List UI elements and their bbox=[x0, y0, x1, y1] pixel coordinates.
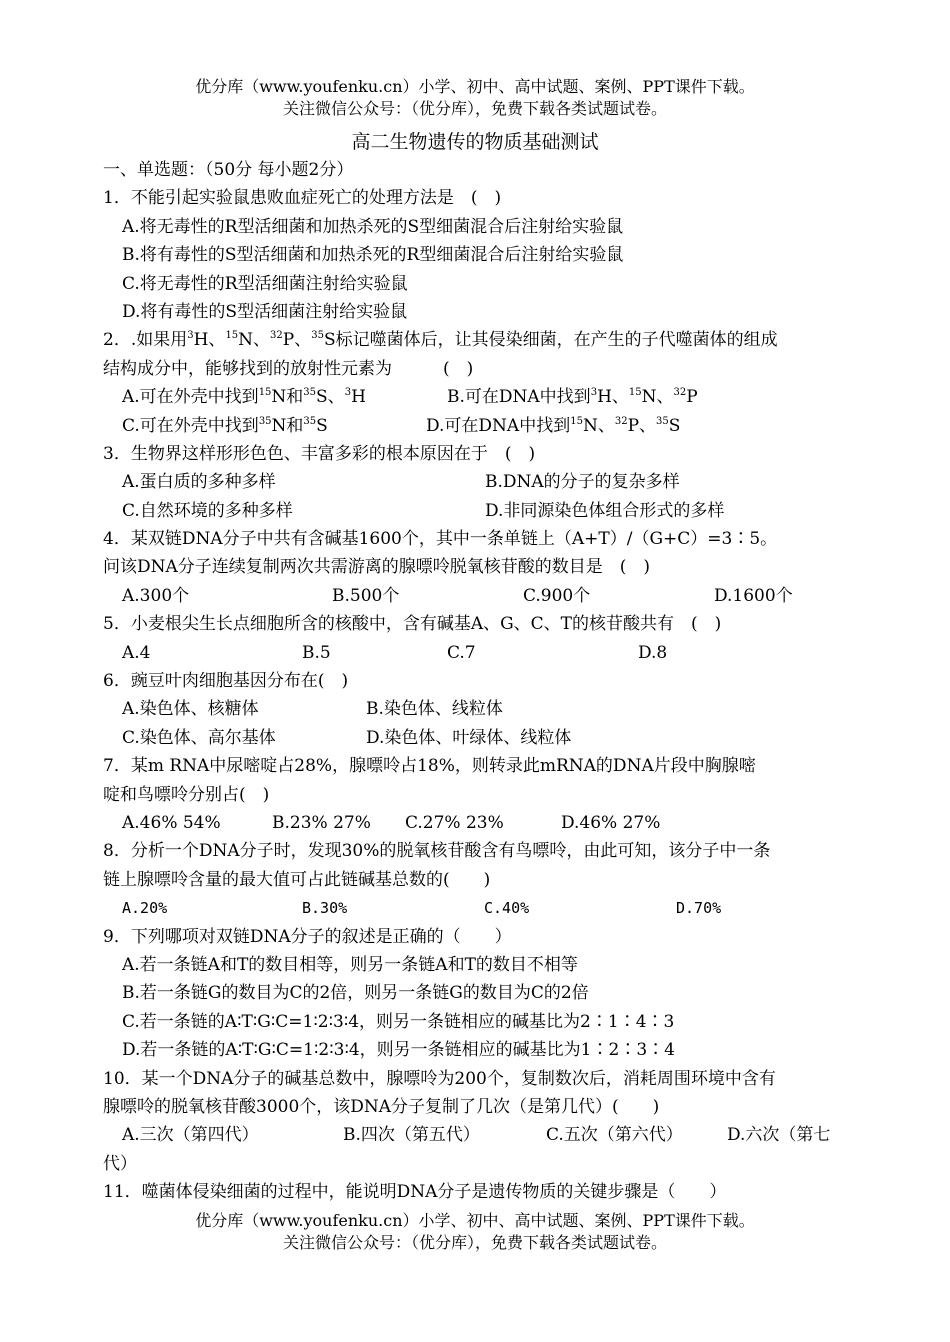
q6-options-ab bbox=[103, 695, 853, 723]
q7-option-a: A.46% 54% bbox=[122, 812, 221, 833]
q11-stem: 11．噬菌体侵染细菌的过程中，能说明DNA分子是遗传物质的关键步骤是（ ） bbox=[103, 1182, 727, 1203]
q5-option-c: C.7 bbox=[447, 642, 476, 663]
q3-option-b: B.DNA的分子的复杂多样 bbox=[485, 472, 680, 493]
header-line-1: 优分库（www.youfenku.cn）小学、初中、高中试题、案例、PPT课件下载。 bbox=[195, 77, 755, 96]
q2-option-d: D.可在DNA中找到$^{15}$N、$^{32}$P、$^{35}$S bbox=[426, 415, 681, 436]
q1-option-d: D.将有毒性的S型活细菌注射给实验鼠 bbox=[122, 301, 408, 322]
q4-options bbox=[103, 582, 853, 610]
q5-option-d: D.8 bbox=[638, 642, 668, 663]
q3-option-c: C.自然环境的多种多样 bbox=[122, 500, 293, 521]
q8-option-b: B.30% bbox=[302, 899, 348, 918]
q7-option-b: B.23% 27% bbox=[272, 812, 371, 833]
q8-option-a: A.20% bbox=[122, 899, 168, 918]
q9-option-a: A.若一条链A和T的数目相等，则另一条链A和T的数目不相等 bbox=[122, 954, 578, 975]
q2-options-cd bbox=[103, 412, 853, 440]
footer-line-2: 关注微信公众号：（优分库），免费下载各类试题试卷。 bbox=[282, 1233, 667, 1252]
q8-stem: 8．分析一个DNA分子时，发现30%的脱氧核苷酸含有鸟嘌呤，由此可知，该分子中一条 bbox=[103, 841, 771, 862]
q6-option-c: C.染色体、高尔基体 bbox=[122, 727, 276, 748]
q10-option-a: A.三次（第四代） bbox=[122, 1125, 259, 1146]
footer-line-1: 优分库（www.youfenku.cn）小学、初中、高中试题、案例、PPT课件下载。 bbox=[195, 1211, 755, 1230]
q10-option-b: B.四次（第五代） bbox=[343, 1125, 480, 1146]
q8-option-c: C.40% bbox=[484, 899, 530, 918]
q7-option-d: D.46% 27% bbox=[561, 812, 661, 833]
q2-option-c: C.可在外壳中找到$^{35}$N和$^{35}$S bbox=[122, 415, 328, 436]
q3-option-d: D.非同源染色体组合形式的多样 bbox=[485, 500, 725, 521]
q3-options-ab bbox=[103, 468, 853, 496]
q6-option-d: D.染色体、叶绿体、线粒体 bbox=[366, 727, 572, 748]
q2-stem: 2．.如果用$^3$H、$^{15}$N、$^{32}$P、$^{35}$S标记噬菌体后，让其侵染细菌，在产生的子代噬菌体的组成 bbox=[103, 330, 778, 351]
q5-option-a: A.4 bbox=[122, 642, 151, 663]
q4-option-d: D.1600个 bbox=[714, 585, 793, 606]
q6-stem: 6．豌豆叶肉细胞基因分布在( ) bbox=[103, 671, 349, 692]
q6-options-cd bbox=[103, 724, 853, 752]
q4-option-b: B.500个 bbox=[332, 585, 400, 606]
q8-option-d: D.70% bbox=[676, 899, 722, 918]
q4-option-a: A.300个 bbox=[122, 585, 190, 606]
q1-option-c: C.将无毒性的R型活细菌注射给实验鼠 bbox=[122, 273, 408, 294]
q10-stem: 10．某一个DNA分子的碱基总数中，腺嘌呤为200个，复制数次后，消耗周围环境中含有 bbox=[103, 1068, 776, 1089]
q5-options bbox=[103, 639, 853, 667]
q2-stem-cont: 结构成分中，能够找到的放射性元素为 ( ) bbox=[103, 358, 474, 379]
q9-option-c: C.若一条链的A∶T∶G∶C=1∶2∶3∶4，则另一条链相应的碱基比为2∶1∶4∶3 bbox=[122, 1011, 675, 1032]
q7-stem: 7．某m RNA中尿嘧啶占28%，腺嘌呤占18%，则转录此mRNA的DNA片段中胸腺嘧 bbox=[103, 756, 756, 777]
q6-option-b: B.染色体、线粒体 bbox=[366, 699, 503, 720]
q10-option-c: C.五次（第六代） bbox=[546, 1125, 683, 1146]
q2-options-ab bbox=[103, 383, 853, 411]
q10-option-d-cont: 代） bbox=[103, 1153, 137, 1174]
q3-options-cd bbox=[103, 497, 853, 525]
q9-option-d: D.若一条链的A∶T∶G∶C=1∶2∶3∶4，则另一条链相应的碱基比为1∶2∶3∶4 bbox=[122, 1040, 675, 1061]
question-list bbox=[103, 156, 853, 1206]
q5-option-b: B.5 bbox=[302, 642, 331, 663]
q4-option-c: C.900个 bbox=[523, 585, 591, 606]
q10-options bbox=[103, 1121, 853, 1149]
q1-option-a: A.将无毒性的R型活细菌和加热杀死的S型细菌混合后注射给实验鼠 bbox=[122, 216, 624, 237]
q7-stem-cont: 啶和鸟嘌呤分别占( ) bbox=[103, 784, 270, 805]
q4-stem: 4．某双链DNA分子中共有含碱基1600个，其中一条单链上（A+T）/（G+C）=3∶5。 bbox=[103, 529, 778, 550]
q3-option-a: A.蛋白质的多种多样 bbox=[122, 472, 276, 493]
q9-option-b: B.若一条链G的数目为C的2倍，则另一条链G的数目为C的2倍 bbox=[122, 983, 589, 1004]
q8-options bbox=[103, 894, 853, 922]
q7-option-c: C.27% 23% bbox=[405, 812, 504, 833]
q1-option-b: B.将有毒性的S型活细菌和加热杀死的R型细菌混合后注射给实验鼠 bbox=[122, 245, 624, 266]
q1-stem: 1．不能引起实验鼠患败血症死亡的处理方法是 ( ) bbox=[103, 188, 502, 209]
section-heading: 一、单选题：（50分 每小题2分） bbox=[103, 160, 354, 180]
page-title: 高二生物遗传的物质基础测试 bbox=[351, 131, 599, 153]
q3-stem: 3．生物界这样形形色色、丰富多彩的根本原因在于 ( ) bbox=[103, 443, 536, 464]
q10-option-d: D.六次（第七 bbox=[727, 1125, 831, 1146]
q5-stem: 5．小麦根尖生长点细胞所含的核酸中，含有碱基A、G、C、T的核苷酸共有 ( ) bbox=[103, 614, 722, 635]
q9-stem: 9．下列哪项对双链DNA分子的叙述是正确的（ ） bbox=[103, 926, 512, 947]
q10-stem-cont: 腺嘌呤的脱氧核苷酸3000个，该DNA分子复制了几次（是第几代）( ) bbox=[103, 1096, 660, 1117]
q2-option-b: B.可在DNA中找到$^3$H、$^{15}$N、$^{32}$P bbox=[447, 387, 698, 408]
q4-stem-cont: 问该DNA分子连续复制两次共需游离的腺嘌呤脱氧核苷酸的数目是 ( ) bbox=[103, 557, 651, 578]
q6-option-a: A.染色体、核糖体 bbox=[122, 699, 259, 720]
header-line-2: 关注微信公众号：（优分库），免费下载各类试题试卷。 bbox=[282, 99, 667, 118]
q8-stem-cont: 链上腺嘌呤含量的最大值可占此链碱基总数的( ) bbox=[103, 869, 491, 890]
q2-option-a: A.可在外壳中找到$^{15}$N和$^{35}$S、$^3$H bbox=[122, 387, 366, 408]
q7-options bbox=[103, 809, 853, 837]
